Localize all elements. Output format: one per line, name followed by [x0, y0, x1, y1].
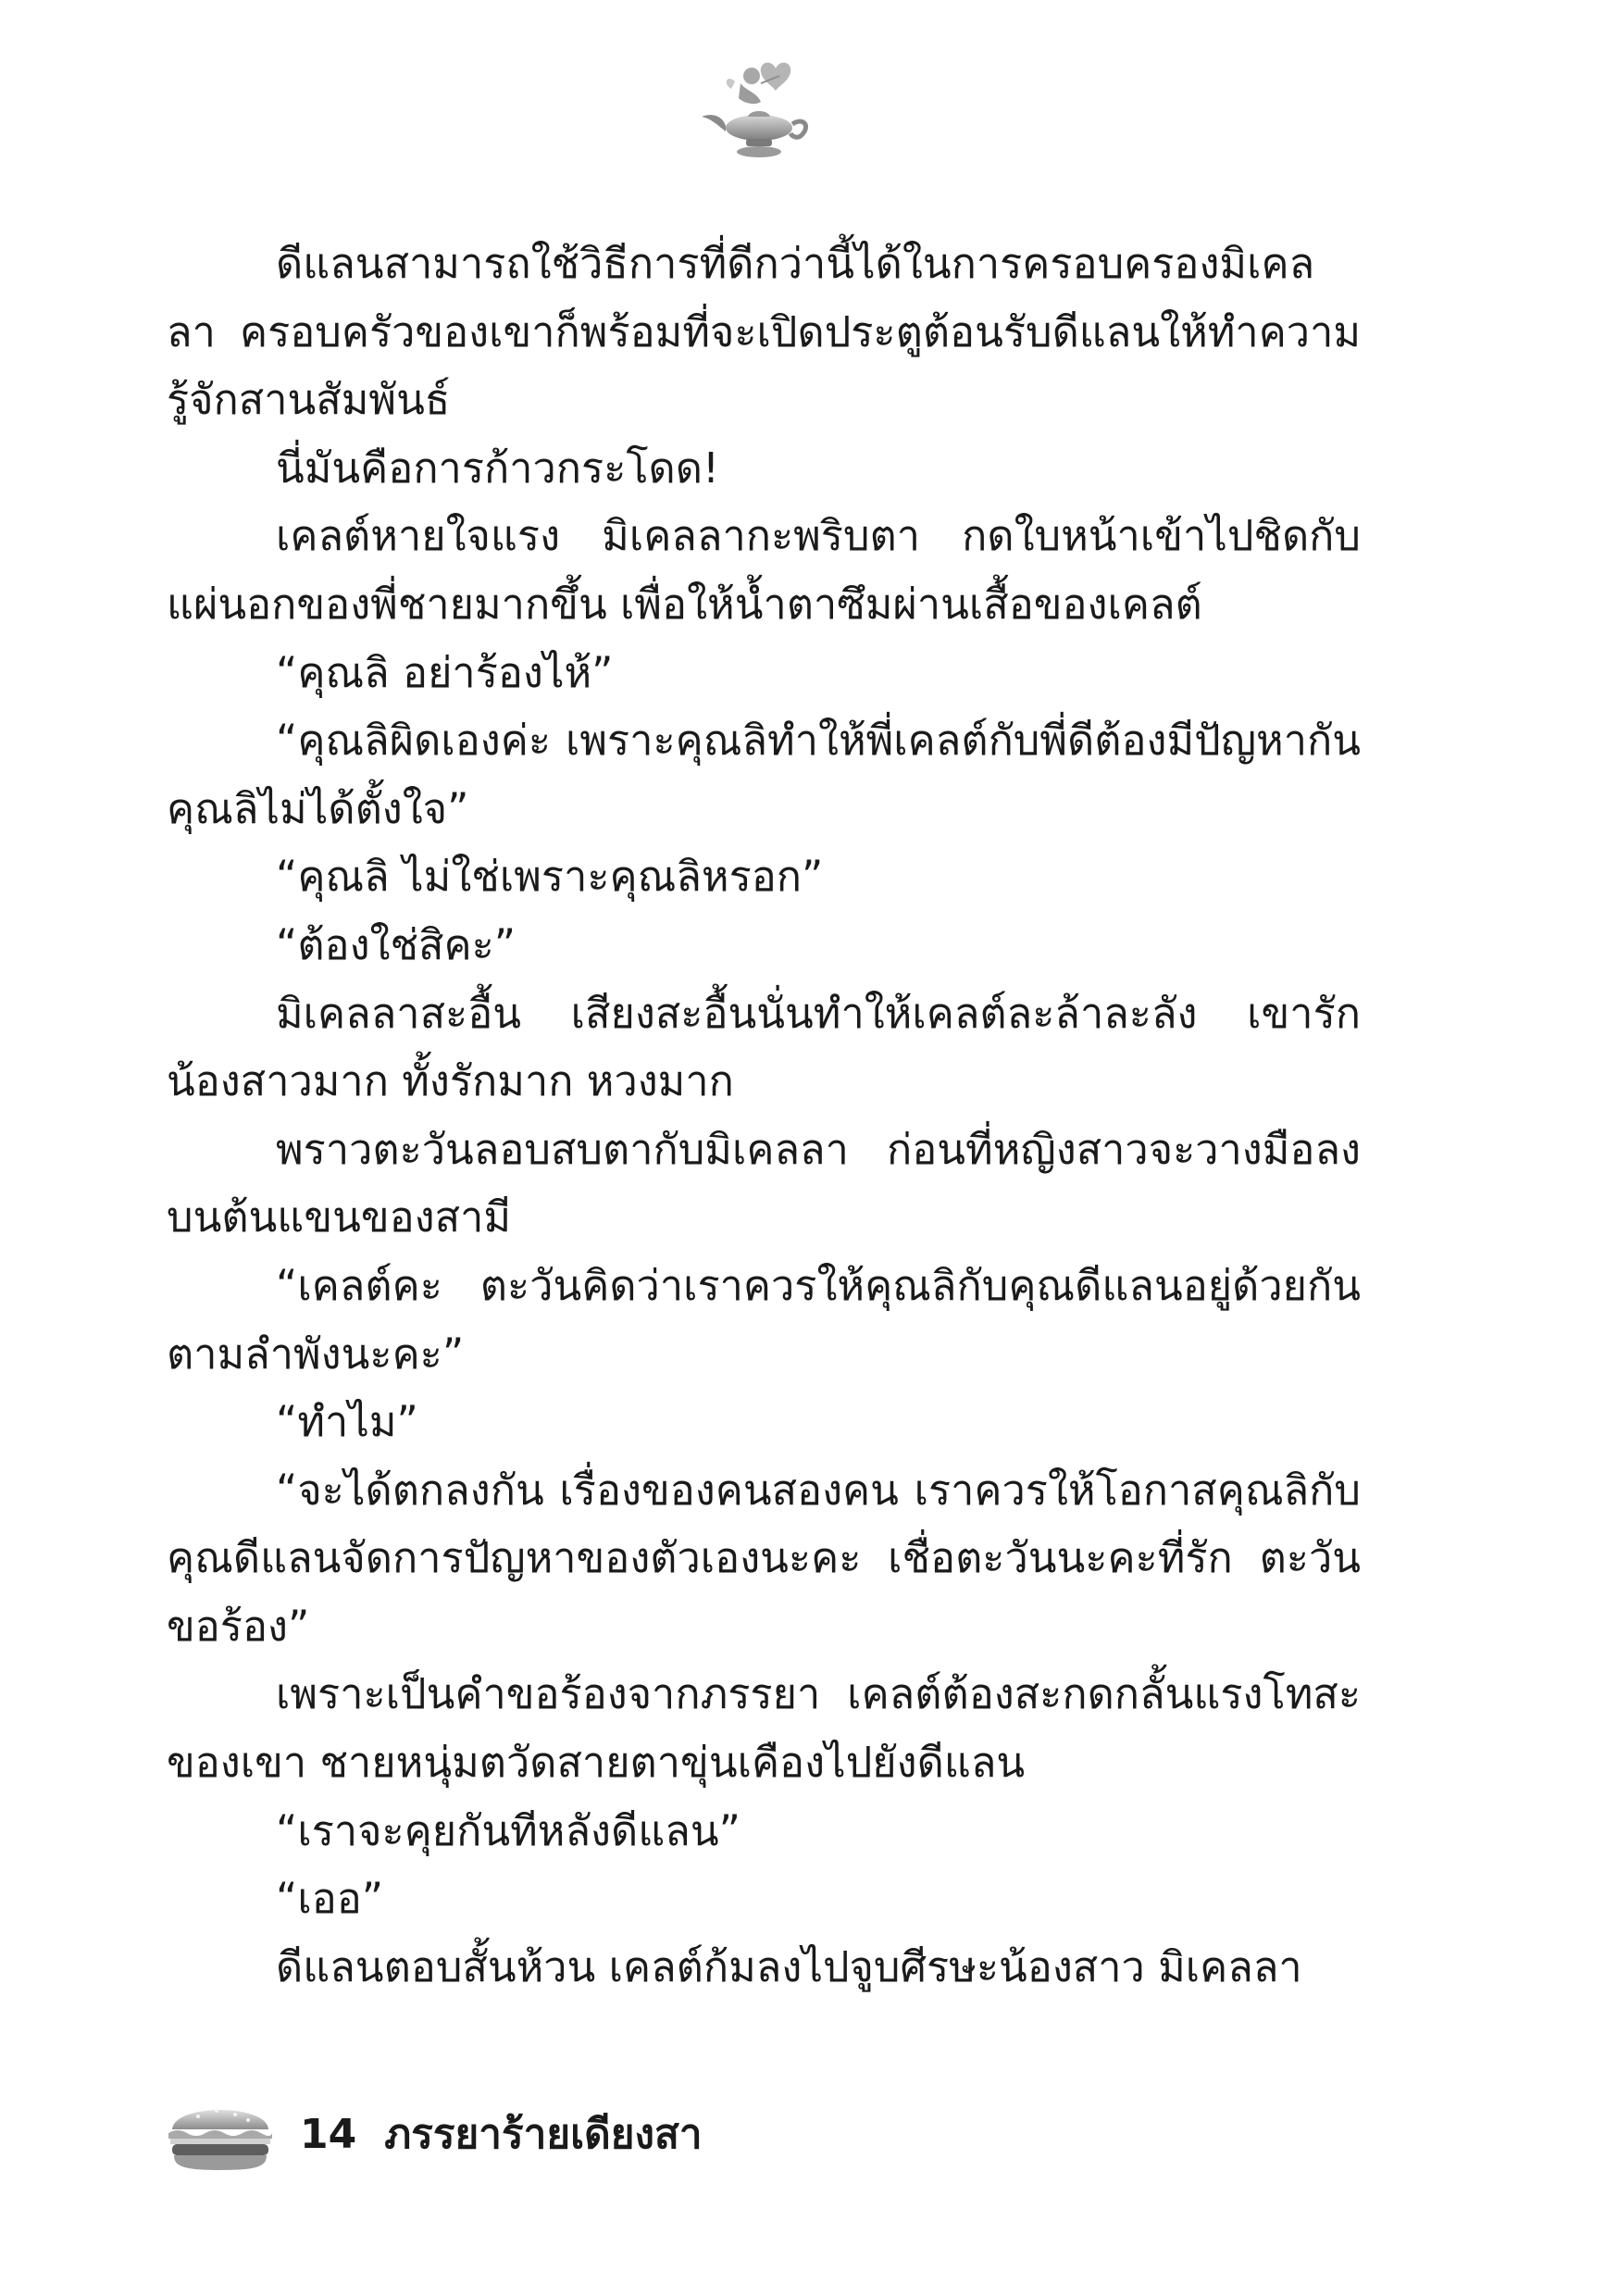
- paragraph: “คุณลิผิดเองค่ะ เพราะคุณลิทำให้พี่เคลต์กับพี่ดีต้องมีปัญหากันคุณลิไม่ได้ตั้งใจ”: [167, 716, 1361, 833]
- hamburger-icon: [165, 2092, 276, 2176]
- hamburger-svg: [165, 2092, 276, 2176]
- paragraph: “เราจะคุยกันทีหลังดีแลน”: [276, 1805, 741, 1855]
- book-title: ภรรยาร้ายเดียงสา: [384, 2111, 703, 2158]
- paragraph: “จะได้ตกลงกัน เรื่องของคนสองคน เราควรให้โอกาสคุณลิกับคุณดีแลนจัดการปัญหาของตัวเองนะคะ เชื่อตะวันนะคะที่รัก ตะวันขอร้อง”: [167, 1465, 1361, 1651]
- paragraph: “คุณลิ ไม่ใช่เพราะคุณลิหรอก”: [276, 852, 824, 902]
- paragraph: “เออ”: [276, 1874, 384, 1924]
- cupid-teapot-ornament-icon: [694, 56, 815, 167]
- body-text: [167, 230, 1361, 2001]
- paragraph: ดีแลนสามารถใช้วิธีการที่ดีกว่านี้ได้ในการครอบครองมิเคลลา ครอบครัวของเขาก็พร้อมที่จะเปิดประตูต้อนรับดีแลนให้ทำความรู้จักสานสัมพันธ์: [167, 239, 1361, 425]
- page-footer: [165, 2088, 703, 2180]
- paragraph: มิเคลลาสะอื้น เสียงสะอื้นนั่นทำให้เคลต์ละล้าละลัง เขารักน้องสาวมาก ทั้งรักมาก หวงมาก: [167, 988, 1361, 1106]
- paragraph: ดีแลนตอบสั้นห้วน เคลต์ก้มลงไปจูบศีรษะน้องสาว มิเคลลา: [276, 1941, 1302, 1991]
- paragraph: “ทำไม”: [276, 1397, 418, 1447]
- paragraph: นี่มันคือการก้าวกระโดด!: [276, 443, 720, 493]
- ornament-svg: [694, 56, 815, 167]
- paragraph: พราวตะวันลอบสบตากับมิเคลลา ก่อนที่หญิงสาวจะวางมือลงบนต้นแขนของสามี: [167, 1124, 1361, 1242]
- paragraph: เพราะเป็นคำขอร้องจากภรรยา เคลต์ต้องสะกดกลั้นแรงโทสะของเขา ชายหนุ่มตวัดสายตาขุ่นเคืองไปยังดีแลน: [167, 1669, 1361, 1788]
- paragraph: “ต้องใช่สิคะ”: [276, 919, 517, 969]
- paragraph: “เคลต์คะ ตะวันคิดว่าเราควรให้คุณลิกับคุณดีแลนอยู่ด้วยกันตามลำพังนะคะ”: [167, 1260, 1361, 1379]
- page-number: 14: [300, 2110, 357, 2158]
- paragraph: “คุณลิ อย่าร้องไห้”: [276, 647, 614, 697]
- paragraph: เคลต์หายใจแรง มิเคลลากะพริบตา กดใบหน้าเข้าไปชิดกับแผ่นอกของพี่ชายมากขึ้น เพื่อให้น้ำตาซึมผ่านเสื้อของเคลต์: [167, 511, 1361, 629]
